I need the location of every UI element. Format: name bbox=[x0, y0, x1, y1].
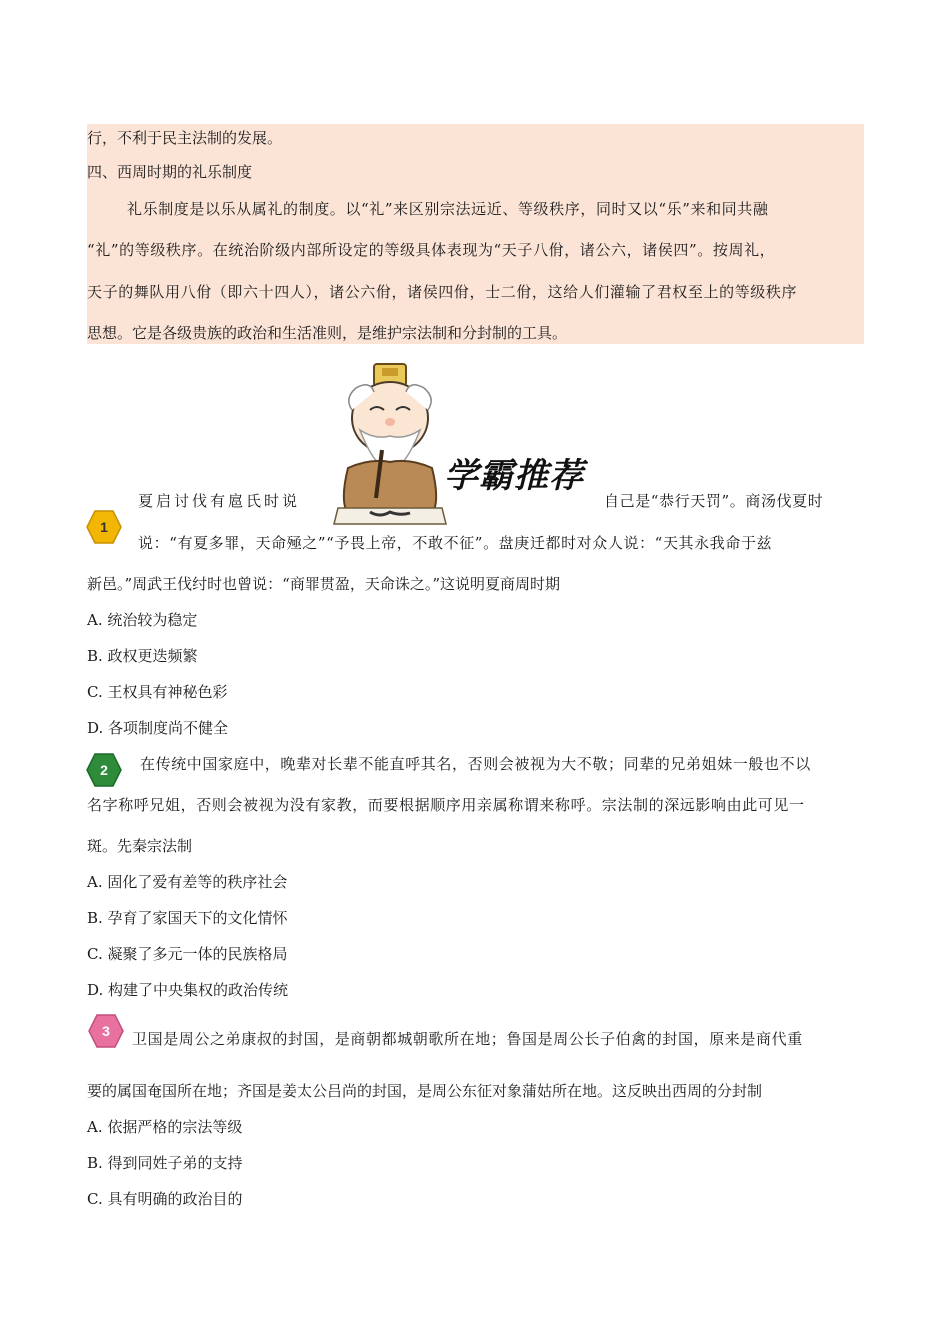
question-stem-line: 新邑。”周武王伐纣时也曾说：“商罪贯盈，天命诛之。”这说明夏商周时期 bbox=[87, 575, 561, 593]
option-a: A. 统治较为稳定 bbox=[87, 611, 198, 629]
option-b: B. 政权更迭频繁 bbox=[87, 647, 198, 665]
option-b: B. 孕育了家国天下的文化情怀 bbox=[87, 909, 288, 927]
continued-text: 行，不利于民主法制的发展。 bbox=[87, 129, 283, 147]
question-stem-line: 卫国是周公之弟康叔的封国，是商朝都城朝歌所在地；鲁国是周公长子伯禽的封国，原来是商代重 bbox=[132, 1030, 803, 1048]
option-d: D. 各项制度尚不健全 bbox=[87, 719, 229, 737]
paragraph-line: 礼乐制度是以乐从属礼的制度。以“礼”来区别宗法远近、等级秩序，同时又以“乐”来和同共融 bbox=[127, 200, 769, 218]
option-c: C. 王权具有神秘色彩 bbox=[87, 683, 228, 701]
question-stem-line: 自己是“恭行天罚”。商汤伐夏时 bbox=[604, 492, 824, 510]
option-a: A. 依据严格的宗法等级 bbox=[87, 1118, 243, 1136]
svg-text:2: 2 bbox=[100, 762, 108, 778]
question-stem-line: 在传统中国家庭中，晚辈对长辈不能直呼其名，否则会被视为大不敬；同辈的兄弟姐妹一般也不以 bbox=[140, 755, 811, 773]
section-heading: 四、西周时期的礼乐制度 bbox=[87, 163, 253, 181]
question-number-badge bbox=[86, 753, 122, 787]
question-stem-line: 要的属国奄国所在地；齐国是姜太公吕尚的封国，是周公东征对象蒲姑所在地。这反映出西周的分封制 bbox=[87, 1082, 763, 1100]
knowledge-box bbox=[87, 124, 864, 344]
paragraph-line: “礼”的等级秩序。在统治阶级内部所设定的等级具体表现为“天子八佾，诸公六，诸侯四”。按周礼， bbox=[87, 241, 776, 259]
svg-text:3: 3 bbox=[102, 1023, 110, 1039]
svg-text:1: 1 bbox=[100, 519, 108, 535]
question-stem-line: 夏启讨伐有扈氏时说 bbox=[138, 492, 301, 510]
option-c: C. 具有明确的政治目的 bbox=[87, 1190, 243, 1208]
option-a: A. 固化了爱有差等的秩序社会 bbox=[87, 873, 288, 891]
question-number-badge bbox=[86, 510, 122, 544]
banner-title: 学霸推荐 bbox=[444, 456, 584, 496]
question-stem-line: 斑。先秦宗法制 bbox=[87, 837, 193, 855]
question-stem-line: 名字称呼兄姐，否则会被视为没有家教，而要根据顺序用亲属称谓来称呼。宗法制的深远影响由此可见一 bbox=[87, 796, 805, 814]
option-d: D. 构建了中央集权的政治传统 bbox=[87, 981, 289, 999]
paragraph-line: 思想。它是各级贵族的政治和生活准则，是维护宗法制和分封制的工具。 bbox=[87, 324, 568, 342]
scholar-mascot-illustration bbox=[330, 358, 450, 526]
option-c: C. 凝聚了多元一体的民族格局 bbox=[87, 945, 288, 963]
paragraph-line: 天子的舞队用八佾（即六十四人），诸公六佾，诸侯四佾，士二佾，这给人们灌输了君权至上的等级秩序 bbox=[87, 283, 798, 301]
question-number-badge bbox=[88, 1014, 124, 1048]
question-stem-line: 说：“有夏多罪，天命殛之”“予畏上帝，不敢不征”。盘庚迁都时对众人说：“天其永我命于兹 bbox=[138, 534, 773, 552]
option-b: B. 得到同姓子弟的支持 bbox=[87, 1154, 243, 1172]
